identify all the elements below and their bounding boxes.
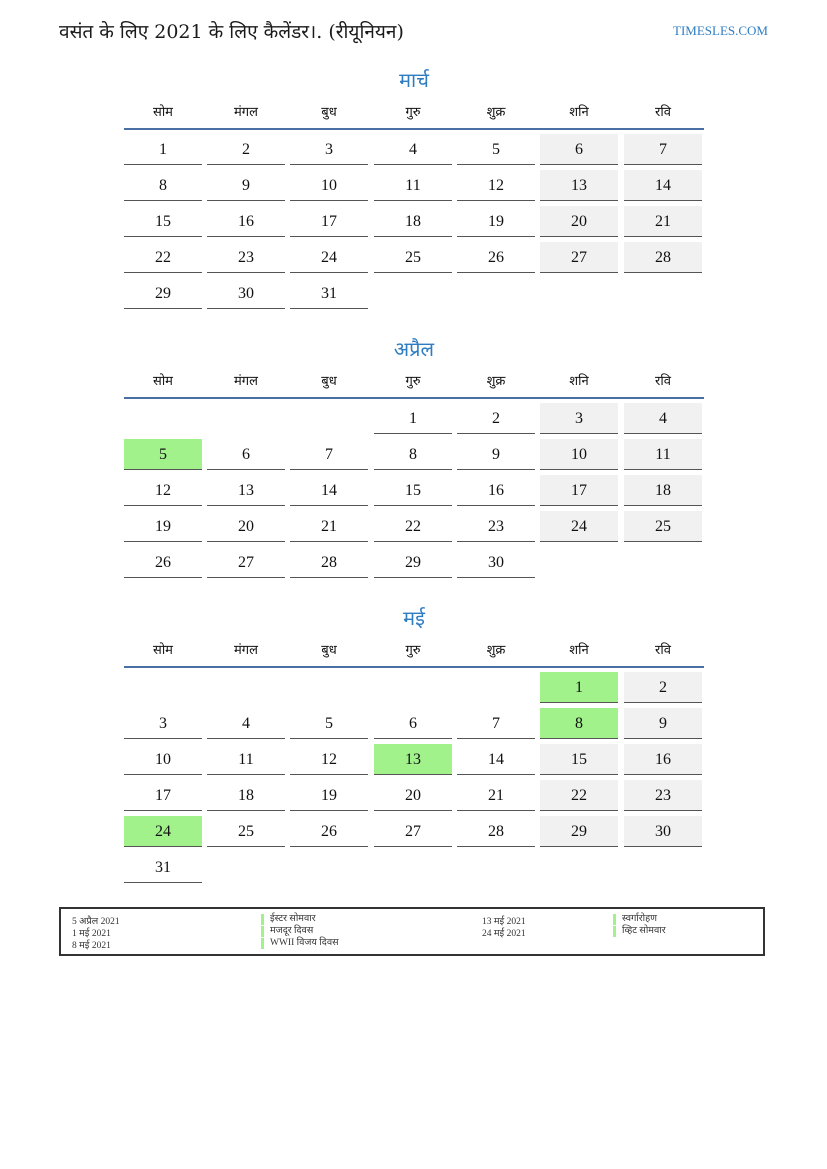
day-cell[interactable]: 7 xyxy=(457,708,535,739)
day-cell[interactable]: 14 xyxy=(290,475,368,506)
day-cell[interactable]: 14 xyxy=(624,170,702,201)
legend-name: WWII विजय दिवस xyxy=(261,938,339,949)
weekday-label: बुध xyxy=(321,643,337,658)
weekday-label: गुरु xyxy=(405,105,421,120)
legend-name: व्हिट सोमवार xyxy=(613,926,666,937)
weekday-label: शुक्र xyxy=(486,105,506,120)
day-cell[interactable]: 21 xyxy=(290,511,368,542)
day-cell[interactable]: 2 xyxy=(457,403,535,434)
legend-name: स्वर्गारोहण xyxy=(613,914,657,925)
day-cell[interactable]: 22 xyxy=(124,242,202,273)
day-cell[interactable]: 12 xyxy=(124,475,202,506)
day-cell[interactable]: 5 xyxy=(290,708,368,739)
day-cell[interactable]: 9 xyxy=(457,439,535,470)
month-title: मार्च xyxy=(399,68,429,92)
weekday-label: बुध xyxy=(321,374,337,389)
day-cell[interactable]: 6 xyxy=(207,439,285,470)
day-cell[interactable]: 5 xyxy=(124,439,202,470)
day-cell[interactable]: 15 xyxy=(124,206,202,237)
day-cell[interactable]: 7 xyxy=(624,134,702,165)
weekday-label: मंगल xyxy=(234,643,258,658)
day-cell[interactable]: 19 xyxy=(124,511,202,542)
month-title: मई xyxy=(403,606,425,630)
day-cell[interactable]: 11 xyxy=(624,439,702,470)
legend-date: 24 मई 2021 xyxy=(482,929,526,939)
day-cell[interactable]: 1 xyxy=(124,134,202,165)
day-cell[interactable]: 3 xyxy=(124,708,202,739)
weekday-label: सोम xyxy=(153,643,173,658)
weekday-label: सोम xyxy=(153,374,173,389)
day-cell[interactable]: 8 xyxy=(374,439,452,470)
day-cell[interactable]: 27 xyxy=(374,816,452,847)
day-cell[interactable]: 22 xyxy=(374,511,452,542)
day-cell[interactable]: 11 xyxy=(374,170,452,201)
day-cell[interactable]: 19 xyxy=(290,780,368,811)
day-cell[interactable]: 29 xyxy=(124,278,202,309)
day-cell[interactable]: 3 xyxy=(540,403,618,434)
weekday-label: सोम xyxy=(153,105,173,120)
weekday-header xyxy=(124,371,704,399)
day-cell[interactable]: 14 xyxy=(457,744,535,775)
day-cell[interactable]: 6 xyxy=(540,134,618,165)
day-cell[interactable]: 11 xyxy=(207,744,285,775)
legend-name: मजदूर दिवस xyxy=(261,926,313,937)
day-cell[interactable]: 21 xyxy=(457,780,535,811)
day-cell[interactable]: 13 xyxy=(207,475,285,506)
day-cell[interactable]: 13 xyxy=(540,170,618,201)
day-cell[interactable]: 23 xyxy=(457,511,535,542)
site-link[interactable]: TIMESLES.COM xyxy=(673,23,768,38)
day-cell[interactable]: 25 xyxy=(207,816,285,847)
day-cell[interactable]: 2 xyxy=(624,672,702,703)
day-cell[interactable]: 30 xyxy=(207,278,285,309)
legend-date: 5 अप्रैल 2021 xyxy=(72,917,120,927)
day-cell[interactable]: 15 xyxy=(374,475,452,506)
month-block xyxy=(124,66,704,302)
day-cell[interactable]: 7 xyxy=(290,439,368,470)
page-title: वसंत के लिए 2021 के लिए कैलेंडर।. (रीयूनियन) xyxy=(59,21,404,43)
day-cell[interactable]: 1 xyxy=(540,672,618,703)
day-cell[interactable]: 24 xyxy=(540,511,618,542)
day-cell[interactable]: 8 xyxy=(540,708,618,739)
day-cell[interactable]: 10 xyxy=(124,744,202,775)
day-cell[interactable]: 26 xyxy=(290,816,368,847)
day-cell[interactable]: 27 xyxy=(540,242,618,273)
weekday-label: गुरु xyxy=(405,643,421,658)
day-cell[interactable]: 19 xyxy=(457,206,535,237)
day-cell[interactable]: 30 xyxy=(457,547,535,578)
month-block xyxy=(124,604,704,876)
day-cell[interactable]: 29 xyxy=(540,816,618,847)
day-cell[interactable]: 31 xyxy=(290,278,368,309)
day-cell[interactable]: 21 xyxy=(624,206,702,237)
day-cell[interactable]: 23 xyxy=(207,242,285,273)
weekday-label: शुक्र xyxy=(486,643,506,658)
day-cell[interactable]: 10 xyxy=(290,170,368,201)
day-cell[interactable]: 29 xyxy=(374,547,452,578)
day-cell[interactable]: 24 xyxy=(290,242,368,273)
holiday-legend xyxy=(59,907,765,956)
day-cell[interactable]: 12 xyxy=(290,744,368,775)
day-cell[interactable]: 2 xyxy=(207,134,285,165)
day-cell[interactable]: 18 xyxy=(207,780,285,811)
day-cell[interactable]: 5 xyxy=(457,134,535,165)
day-cell[interactable]: 16 xyxy=(457,475,535,506)
day-cell[interactable]: 9 xyxy=(624,708,702,739)
day-cell[interactable]: 24 xyxy=(124,816,202,847)
weekday-label: शुक्र xyxy=(486,374,506,389)
day-cell[interactable]: 4 xyxy=(624,403,702,434)
day-cell[interactable]: 9 xyxy=(207,170,285,201)
day-cell[interactable]: 16 xyxy=(207,206,285,237)
day-cell[interactable]: 3 xyxy=(290,134,368,165)
day-cell[interactable]: 28 xyxy=(457,816,535,847)
day-cell[interactable]: 31 xyxy=(124,852,202,883)
day-cell[interactable]: 17 xyxy=(124,780,202,811)
weekday-label: रवि xyxy=(655,105,671,120)
legend-date: 8 मई 2021 xyxy=(72,941,111,951)
day-cell[interactable]: 26 xyxy=(457,242,535,273)
day-cell[interactable]: 20 xyxy=(374,780,452,811)
day-cell[interactable]: 28 xyxy=(624,242,702,273)
day-cell[interactable]: 28 xyxy=(290,547,368,578)
day-cell[interactable]: 4 xyxy=(207,708,285,739)
day-cell[interactable]: 23 xyxy=(624,780,702,811)
legend-date: 1 मई 2021 xyxy=(72,929,111,939)
day-cell[interactable]: 30 xyxy=(624,816,702,847)
weekday-label: गुरु xyxy=(405,374,421,389)
day-cell[interactable]: 17 xyxy=(540,475,618,506)
weekday-label: रवि xyxy=(655,643,671,658)
legend-date: 13 मई 2021 xyxy=(482,917,526,927)
weekday-label: रवि xyxy=(655,374,671,389)
day-cell[interactable]: 20 xyxy=(540,206,618,237)
weekday-header xyxy=(124,102,704,130)
day-cell[interactable]: 26 xyxy=(124,547,202,578)
weekday-label: मंगल xyxy=(234,374,258,389)
day-cell[interactable]: 20 xyxy=(207,511,285,542)
day-cell[interactable]: 1 xyxy=(374,403,452,434)
day-cell[interactable]: 18 xyxy=(374,206,452,237)
weekday-header xyxy=(124,640,704,668)
day-cell[interactable]: 8 xyxy=(124,170,202,201)
month-block xyxy=(124,335,704,571)
day-cell[interactable]: 13 xyxy=(374,744,452,775)
weekday-label: शनि xyxy=(569,374,589,389)
day-cell[interactable]: 18 xyxy=(624,475,702,506)
day-cell[interactable]: 6 xyxy=(374,708,452,739)
weekday-label: शनि xyxy=(569,105,589,120)
day-cell[interactable]: 25 xyxy=(624,511,702,542)
day-cell[interactable]: 10 xyxy=(540,439,618,470)
legend-name: ईस्टर सोमवार xyxy=(261,914,316,925)
day-cell[interactable]: 27 xyxy=(207,547,285,578)
day-cell[interactable]: 12 xyxy=(457,170,535,201)
day-cell[interactable]: 15 xyxy=(540,744,618,775)
day-cell[interactable]: 22 xyxy=(540,780,618,811)
day-cell[interactable]: 25 xyxy=(374,242,452,273)
month-title: अप्रैल xyxy=(393,337,435,361)
weekday-label: मंगल xyxy=(234,105,258,120)
day-cell[interactable]: 17 xyxy=(290,206,368,237)
weekday-label: बुध xyxy=(321,105,337,120)
day-cell[interactable]: 16 xyxy=(624,744,702,775)
weekday-label: शनि xyxy=(569,643,589,658)
day-cell[interactable]: 4 xyxy=(374,134,452,165)
